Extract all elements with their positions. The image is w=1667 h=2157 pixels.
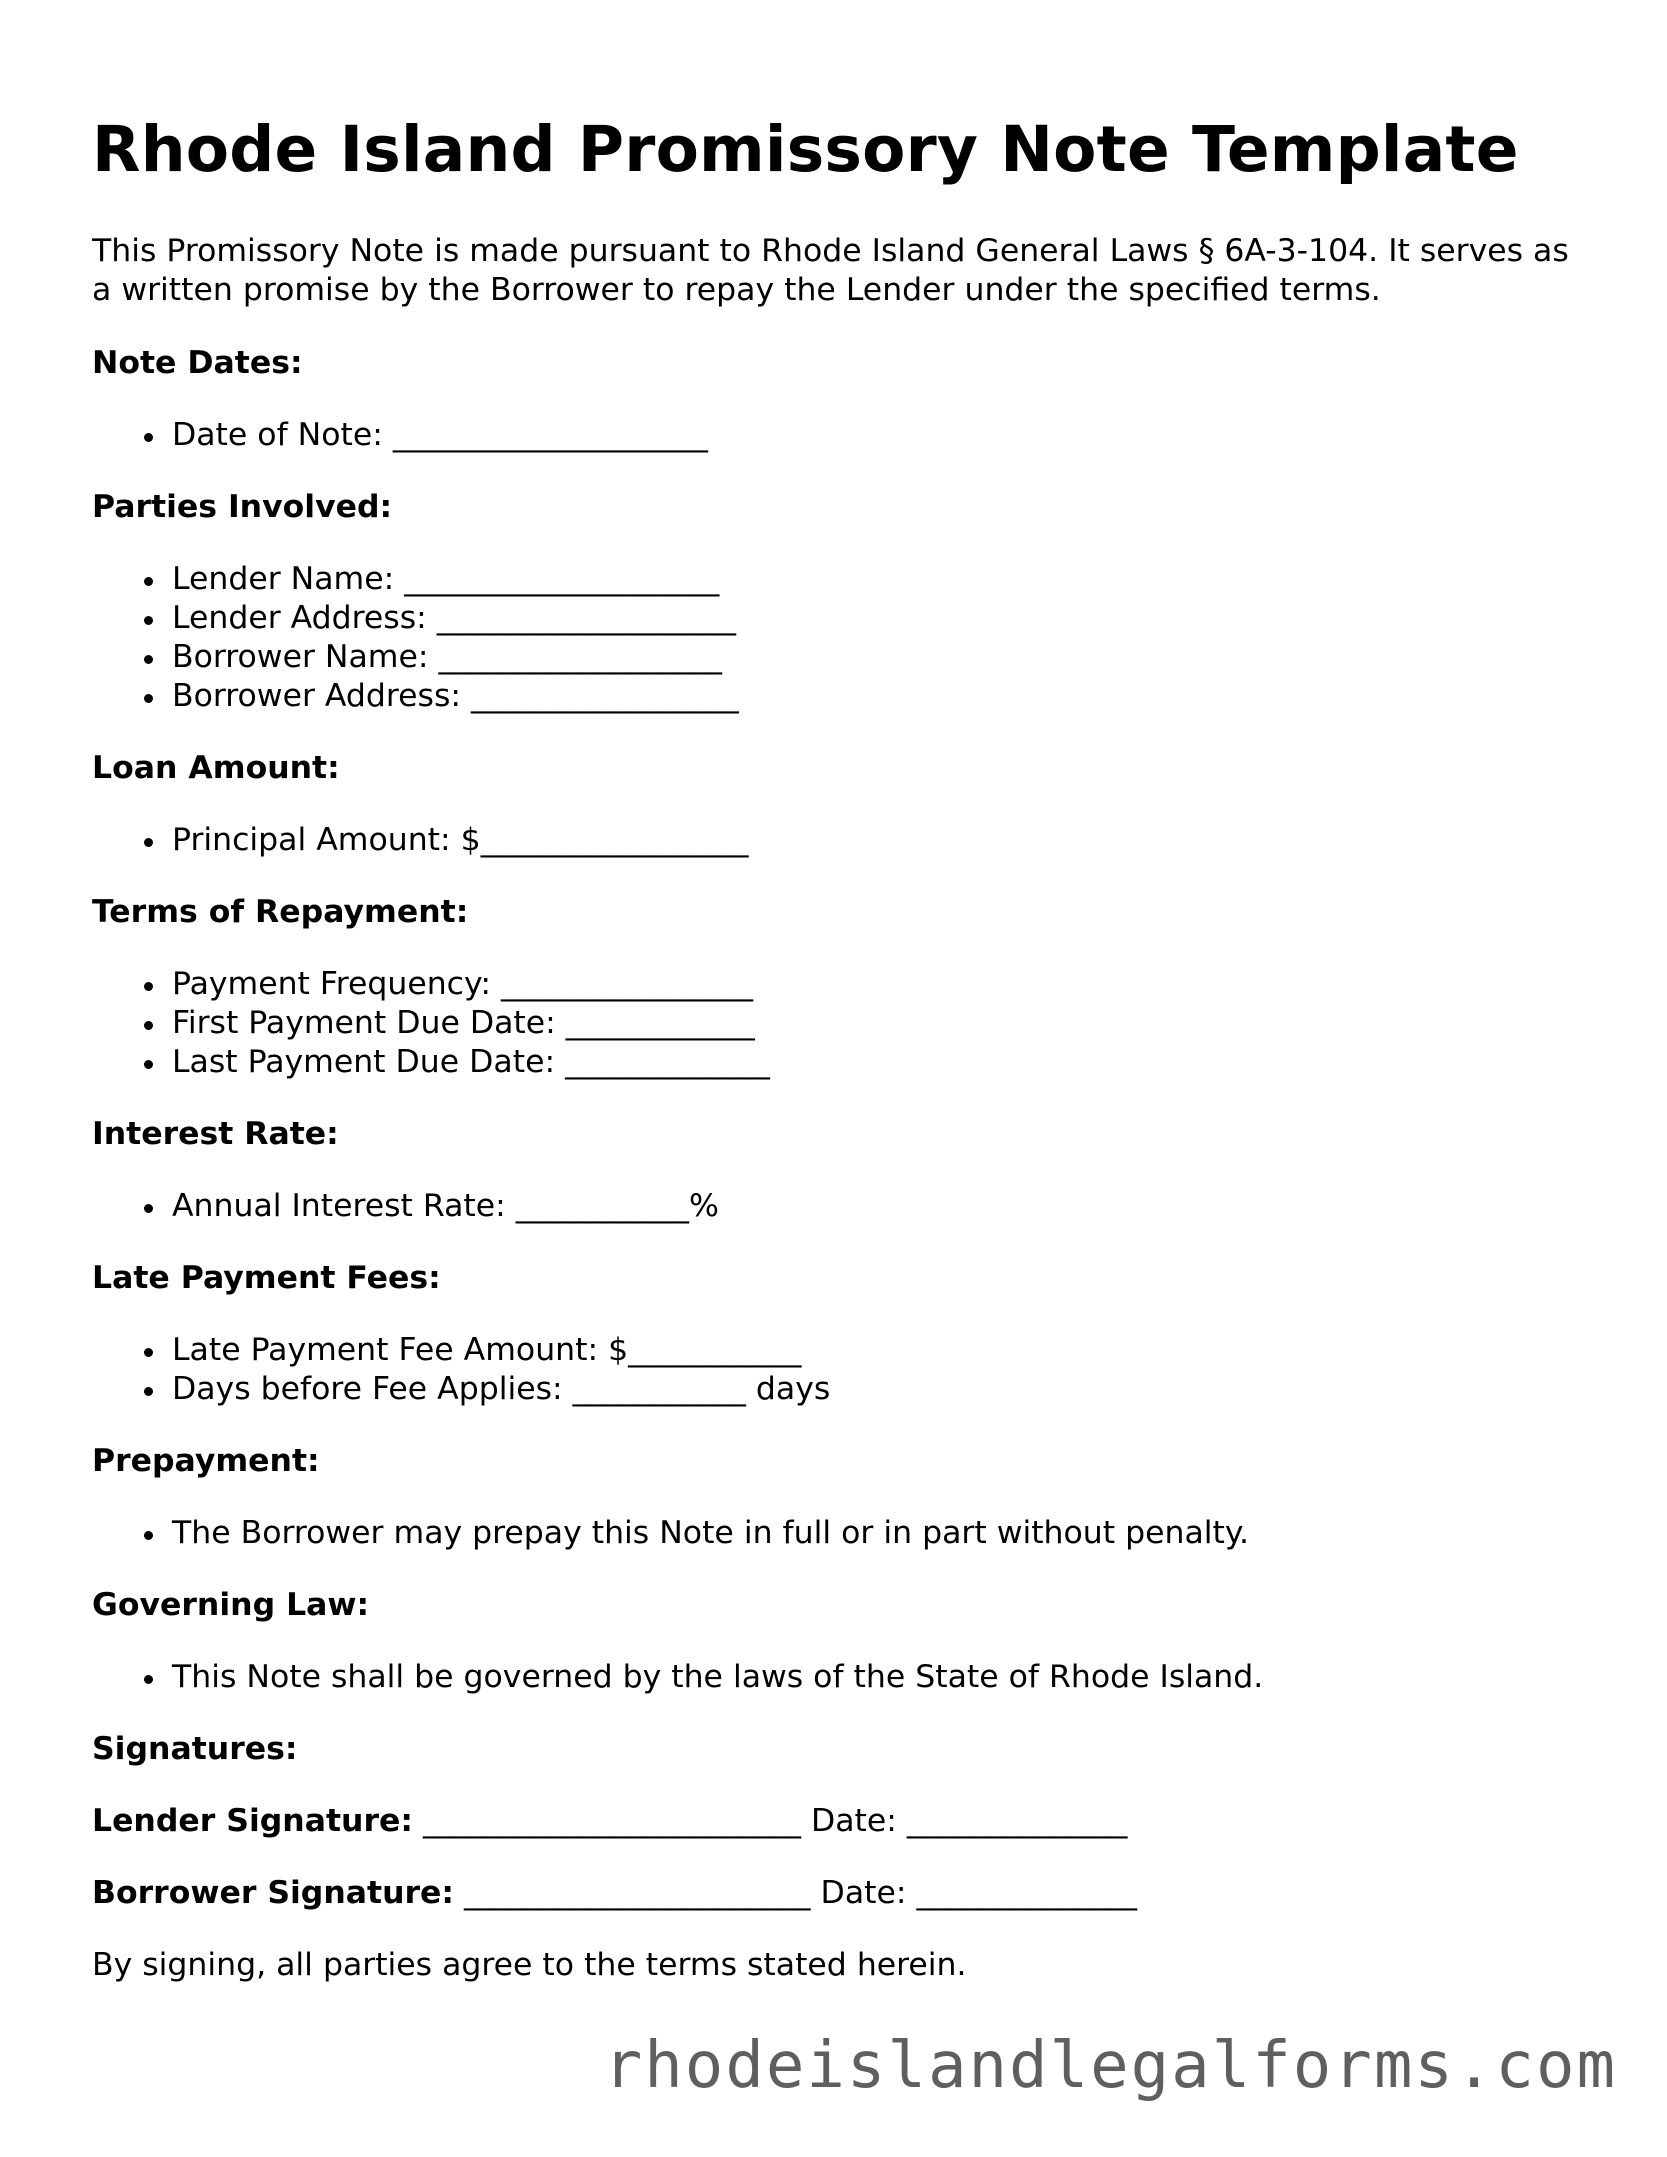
list-item: Principal Amount: $_________________ <box>172 821 1592 860</box>
borrower-signature-line <box>92 1874 1592 1913</box>
closing-statement: By signing, all parties agree to the terms stated herein. <box>92 1947 967 1983</box>
list-item: Late Payment Fee Amount: $___________ <box>172 1331 1592 1370</box>
list-item: Borrower Name: __________________ <box>172 638 1592 677</box>
late-fees-list <box>92 1331 1592 1409</box>
list-item: The Borrower may prepay this Note in full or in part without penalty. <box>172 1514 1592 1553</box>
repayment-list <box>92 965 1592 1082</box>
section-heading-interest: Interest Rate: <box>92 1116 339 1152</box>
lender-signature-line <box>92 1802 1592 1841</box>
list-item: Payment Frequency: ________________ <box>172 965 1592 1004</box>
list-item: Last Payment Due Date: _____________ <box>172 1043 1592 1082</box>
borrower-signature-blanks: ______________________ Date: ______________ <box>454 1875 1137 1911</box>
borrower-signature-label: Borrower Signature: <box>92 1875 455 1911</box>
site-watermark: rhodeislandlegalforms.com <box>603 2029 1617 2103</box>
parties-list <box>92 560 1592 716</box>
section-heading-repayment: Terms of Repayment: <box>92 894 469 930</box>
list-item: First Payment Due Date: ____________ <box>172 1004 1592 1043</box>
prepayment-list <box>92 1514 1592 1553</box>
list-item: Lender Address: ___________________ <box>172 599 1592 638</box>
list-item: Days before Fee Applies: ___________ days <box>172 1370 1592 1409</box>
section-heading-note-dates: Note Dates: <box>92 345 303 381</box>
list-item: Date of Note: ____________________ <box>172 416 1592 455</box>
section-heading-late-fees: Late Payment Fees: <box>92 1260 441 1296</box>
document-page <box>92 112 1592 1985</box>
note-dates-list <box>92 416 1592 455</box>
lender-signature-blanks: ________________________ Date: ______________ <box>412 1803 1128 1839</box>
section-heading-loan-amount: Loan Amount: <box>92 750 340 786</box>
section-heading-governing-law: Governing Law: <box>92 1587 370 1623</box>
lender-signature-label: Lender Signature: <box>92 1803 413 1839</box>
list-item: Borrower Address: _________________ <box>172 677 1592 716</box>
page-title: Rhode Island Promissory Note Template <box>92 113 1519 186</box>
section-heading-signatures: Signatures: <box>92 1731 298 1767</box>
section-heading-prepayment: Prepayment: <box>92 1443 320 1479</box>
loan-amount-list <box>92 821 1592 860</box>
list-item: This Note shall be governed by the laws of the State of Rhode Island. <box>172 1658 1592 1697</box>
governing-law-list <box>92 1658 1592 1697</box>
section-heading-parties: Parties Involved: <box>92 489 393 525</box>
interest-list <box>92 1187 1592 1226</box>
intro-paragraph: This Promissory Note is made pursuant to Rhode Island General Laws § 6A-3-104. It serves as a written promise by the Borrower to repay the Lender under the specified terms. <box>92 233 1569 308</box>
list-item: Lender Name: ____________________ <box>172 560 1592 599</box>
list-item: Annual Interest Rate: ___________% <box>172 1187 1592 1226</box>
